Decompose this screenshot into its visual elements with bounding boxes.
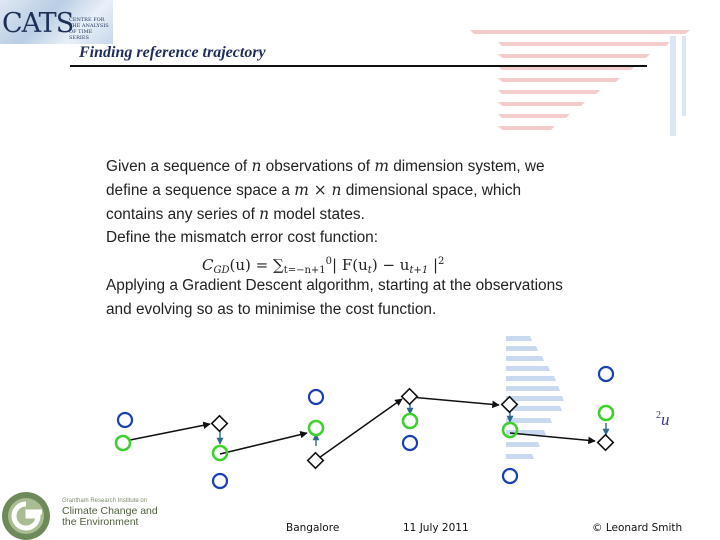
axis-label-u2: $^2$u xyxy=(656,410,670,429)
forecast-diamond xyxy=(402,389,418,405)
body-line: define a sequence space a m × n dimensional space, which xyxy=(106,181,522,199)
body-line: Applying a Gradient Descent algorithm, starting at the observations xyxy=(106,277,563,294)
logo-subtitle-line: CENTRE FOR xyxy=(69,17,105,23)
slide-title: Finding reference trajectory xyxy=(79,44,266,61)
grantham-institute-name xyxy=(62,497,182,528)
observation-circle xyxy=(309,390,323,404)
cost-function-formula: $C_{GD}(u) = \sum_{t=-n+1}^0|$ $F(u_t) - u_{t+1}$ $|^2$ xyxy=(202,256,445,276)
logo-wordmark: CATS xyxy=(2,8,74,39)
footer-location: Bangalore xyxy=(286,522,340,534)
forecast-diamond xyxy=(308,453,324,469)
state-circle xyxy=(309,421,323,435)
footer-copyright: © Leonard Smith xyxy=(592,522,683,534)
observation-circle xyxy=(503,469,517,483)
body-line: and evolving so as to minimise the cost function. xyxy=(106,301,437,318)
forecast-diamond xyxy=(502,397,518,413)
observation-circle xyxy=(118,413,132,427)
trajectory-path xyxy=(130,397,595,460)
institute-line: Grantham Research Institute on xyxy=(62,498,148,504)
state-circle xyxy=(503,423,517,437)
state-circle xyxy=(116,436,130,450)
state-circles xyxy=(116,406,613,460)
body-line: Define the mismatch error cost function: xyxy=(106,229,379,246)
observation-circle xyxy=(213,474,227,488)
state-circle xyxy=(599,406,613,420)
forecast-diamond xyxy=(212,416,228,432)
forecast-diamond xyxy=(598,435,614,451)
state-circle xyxy=(403,414,417,428)
institute-line: the Environment xyxy=(62,516,139,528)
grantham-logo-icon xyxy=(0,488,54,540)
observation-circle xyxy=(599,367,613,381)
body-line: Given a sequence of n observations of m dimension system, we xyxy=(106,157,545,175)
body-line: contains any series of n model states. xyxy=(106,205,365,223)
institute-line: Climate Change and xyxy=(62,505,158,517)
logo-subtitle-line: OF TIME SERIES xyxy=(69,29,93,41)
observation-circle xyxy=(403,436,417,450)
footer-date: 11 July 2011 xyxy=(403,522,469,534)
logo-subtitle-line: THE ANALYSIS xyxy=(69,23,109,29)
